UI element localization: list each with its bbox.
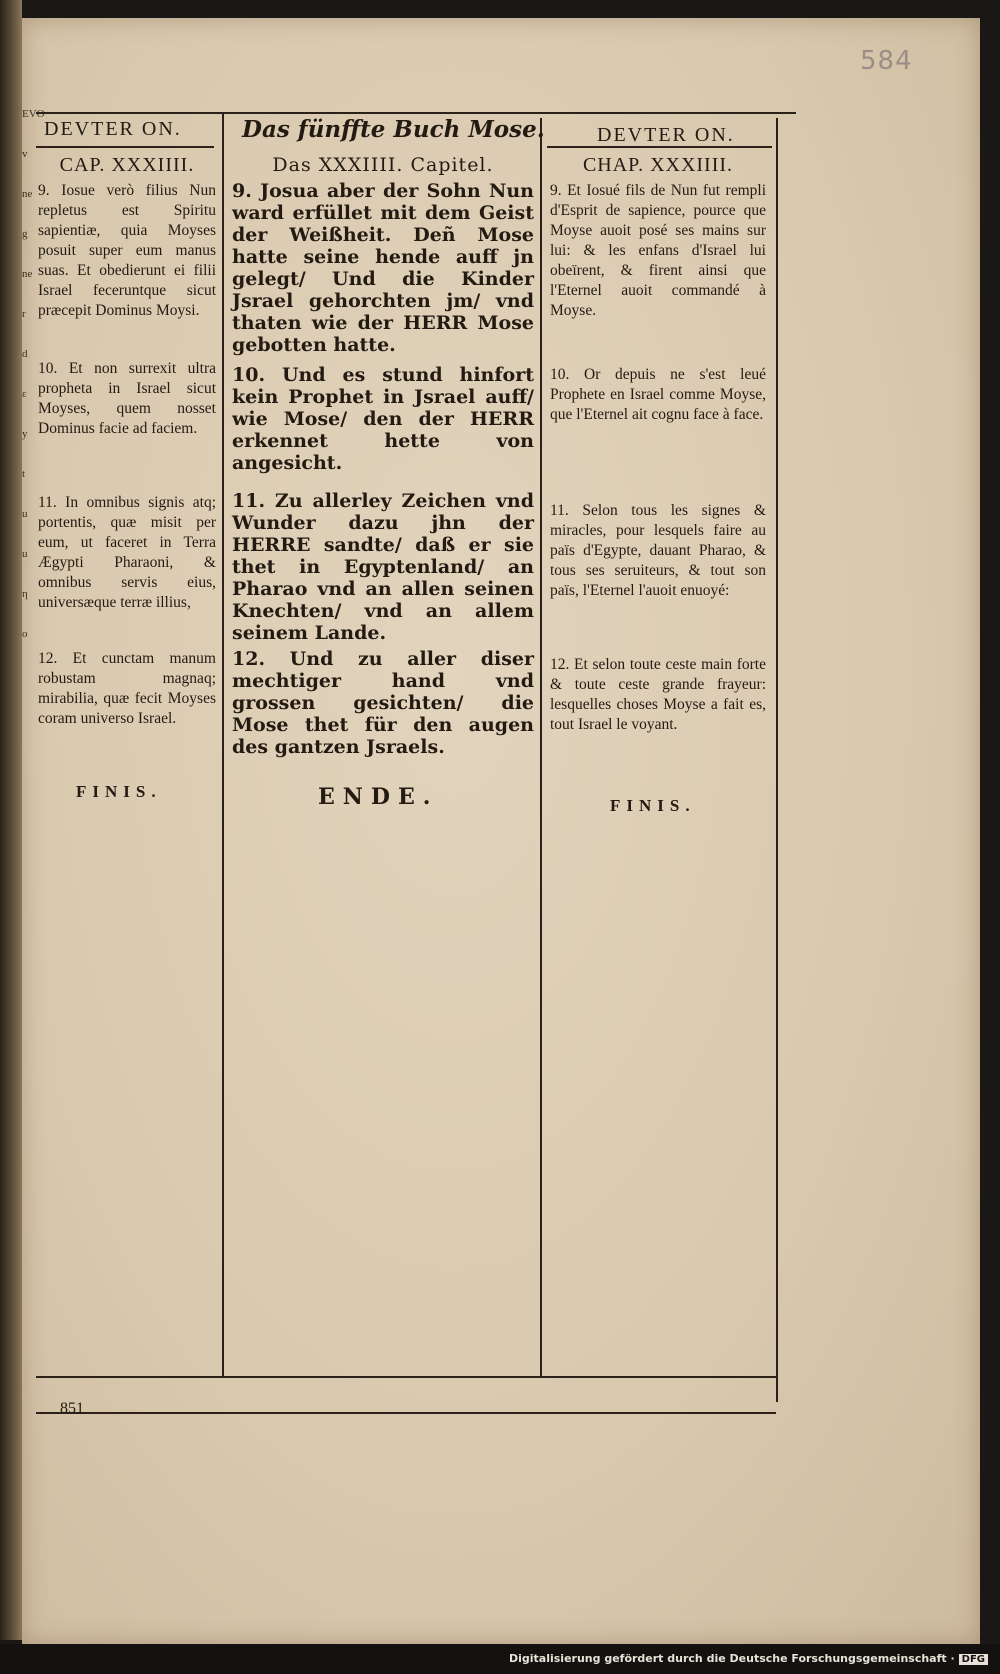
left-page-fragments [22,108,45,848]
german-verse-11: 11. Zu allerley Zeichen vnd Wunder dazu jhn der HERRE sandte/ daß er sie thet in Egyptenland/ an Pharao vnd an allen seinen Knechten/ vnd an allem seinem Lande. [232,490,534,644]
right-border [776,118,778,1402]
column-divider-left [222,112,224,1376]
fragment: o [22,628,28,640]
latin-column [38,154,216,729]
fragment: u [22,508,28,520]
german-ende: ENDE. [318,784,439,810]
fragment: ne [22,268,33,280]
french-finis: FINIS. [610,796,696,815]
fragment: EVO [22,108,45,120]
latin-finis: FINIS. [76,782,162,801]
digitization-credit [509,1652,988,1665]
german-chapter-heading: Das XXXIIII. Capitel. [272,154,494,176]
fragment: g [22,228,28,240]
fragment: v [22,148,28,160]
fragment: ne [22,188,33,200]
credit-text: Digitalisierung gefördert durch die Deutsche Forschungsgemeinschaft · [508,1652,955,1665]
top-rule [36,112,796,114]
german-column [232,154,534,758]
scanned-page [22,18,980,1644]
fragment: η [22,588,28,600]
german-running-head: Das fünffte Buch Mose. [242,116,545,143]
latin-verse-9: 9. Iosue verò filius Nun repletus est Spiritu sapientiæ, quia Moyses posuit super eum manus suas. Et obedierunt ei filii Israel feceruntque sicut præcepit Dominus Moysi. [38,182,216,319]
fragment: ε [22,388,27,400]
bottom-rule [36,1376,776,1378]
french-verse-12: 12. Et selon toute ceste main forte & toute ceste grande frayeur: lesquelles choses Moyse a fait es, tout Israel le voyant. [550,656,766,733]
page-number: 851 [60,1400,84,1417]
fragment: y [22,428,28,440]
bottom-outer-rule [36,1412,776,1414]
latin-header-rule [36,146,214,148]
pencil-page-number: 584 [860,46,913,76]
french-verse-10: 10. Or depuis ne s'est leué Prophete en Israel comme Moyse, que l'Eternel ait cognu face à face. [550,366,766,423]
fragment: t [22,468,26,480]
french-chapter-heading: CHAP. XXXIIII. [582,154,734,176]
french-column [550,154,766,735]
french-verse-9: 9. Et Iosué fils de Nun fut rempli d'Esprit de sapience, pource que Moyse auoit posé ses mains sur lui: & les enfans d'Israel lui obeïrent, & firent ainsi que l'Eternel auoit commandé à Moyse. [550,182,766,319]
latin-chapter-heading: CAP. XXXIIII. [59,154,195,176]
column-divider-right [540,118,542,1376]
book-spine-edge [0,0,22,1640]
french-running-head: DEVTER ON. [597,124,735,146]
dfg-logo: DFG [959,1654,988,1665]
latin-verse-10: 10. Et non surrexit ultra propheta in Israel sicut Moyses, quem nosset Dominus facie ad faciem. [38,360,216,437]
german-verse-9: 9. Josua aber der Sohn Nun ward erfüllet mit dem Geist der Weißheit. Deñ Mose hatte seine hende auff jn gelegt/ Und die Kinder Jsrael gehorchten jm/ vnd thaten wie der HERR Mose gebotten hatte. [232,180,534,356]
fragment: u [22,548,28,560]
latin-running-head: DEVTER ON. [44,118,182,140]
fragment: r [22,308,26,320]
fragment: d [22,348,28,360]
latin-verse-12: 12. Et cunctam manum robustam magnaq; mirabilia, quæ fecit Moyses coram universo Israel. [38,650,216,727]
german-verse-12: 12. Und zu aller diser mechtiger hand vnd grossen gesichten/ die Mose thet für den augen des gantzen Jsraels. [232,648,534,758]
german-verse-10: 10. Und es stund hinfort kein Prophet in Jsrael auff/ wie Mose/ den der HERR erkennet hette von angesicht. [232,364,534,474]
french-verse-11: 11. Selon tous les signes & miracles, pour lesquels faire au païs d'Egypte, dauant Pharao, & tous ses seruiteurs, & tout son païs, l'Eternel l'auoit enuoyé: [550,502,766,599]
latin-verse-11: 11. In omnibus signis atq; portentis, quæ misit per eum, ut faceret in Terra Ægypti Pharaoni, & omnibus servis eius, universæque terræ illius, [38,494,216,611]
